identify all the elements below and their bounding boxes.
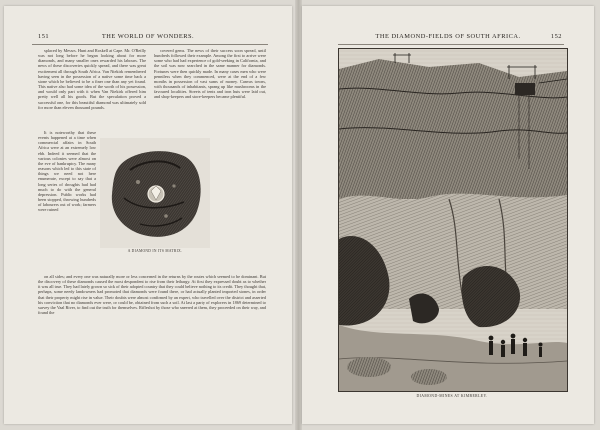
left-running-title: THE WORLD OF WONDERS. [101,33,195,40]
left-page [4,6,292,424]
diamond-matrix-caption: A DIAMOND IN ITS MATRIX. [127,249,183,253]
left-narrow-column [38,130,96,276]
left-text-column-1 [38,48,146,128]
left-text-column-2 [154,48,266,136]
right-running-title: THE DIAMOND-FIELDS OF SOUTH AFRICA. [375,33,521,40]
right-page [302,6,594,424]
right-header-rule [338,44,564,45]
left-full-width-text [38,274,266,410]
left-header-rule [32,44,268,45]
left-page-number: 151 [38,33,50,40]
kimberley-mines-engraving [338,48,568,392]
book-gutter [295,0,302,430]
left-running-head [4,33,292,43]
left-paragraph-3: It is noteworthy that these events happened at a time when commercial affairs in South Africa were at an extremely low ebb. Indeed it seemed that the various colonies were almost on the eve of bankruptcy. The many reasons which led to this state of things we need not here enumerate, except to say that a long series of droughts had had much to do with the general depression. Public works had been stopped, throwing hundreds of labourers out of work; farmers were ruined [38,130,96,213]
diamond-matrix-illustration [100,138,210,248]
left-paragraph-4: on all sides; and every one was naturally more or less concerned in the returns by the routes which seemed to be dominant. But the discovery of these diamonds caused the most despondent to rise from their lethargy. At first they expressed doubt as to whether it was all true. They had lately grown so sick of their adopted country that they could believe nothing to its credit. They thought that, perhaps, some needy landowners had promoted that diamonds were found there, or had actually planted imported stones, in order that their property might rise in value. Their doubts were almost confirmed by an expert, who travelled over the district and asserted his conviction that no diamonds ever were, or could be, obtained from such a soil. At last a party of explorers in 1869 determined to survey the Vaal River, to find out the truth for themselves. Rifleshot by those who sneered at them, they proceeded on their way, and found the [38,274,266,316]
left-paragraph-2: covered gems. The news of their success soon spread, until hundreds followed their example. Among the first to arrive were some who had had experience of gold-seeking in California, and the soil was now searched in the same manner for diamonds. Fortunes were then quickly made. In many cases men who were penniless when they commenced, were at the end of a few months in possession of vast sums of money. Canvas towns, with thousands of inhabitants, sprang up like mushrooms in the favoured localities. Streets of tents and iron huts were laid out, and shop-keepers and store-keepers became plentiful. [154,48,266,100]
kimberley-mines-caption: DIAMOND-MINES AT KIMBERLEY. [416,394,488,398]
right-running-head [302,33,594,43]
right-page-number: 152 [550,33,562,40]
left-paragraph-1: splaced by Messrs. Hunt and Roskell at Cape. Mr. O'Reilly was not long before he began looking about for more diamonds, and many smaller ones rewarded his labours. The news of these discoveries quickly spread, and there was great excitement all through South Africa. Van Niekirk remembered having seen in the possession of a native some time back a stone which he believed to be a finer one than any yet found. This native also had some idea of the worth of his possession, and would only part with it when Van Niekirk offered him pretty well all his goods. But the speculation proved a successful one, for this beautiful diamond was ultimately sold for more than eleven thousand pounds. [38,48,146,110]
